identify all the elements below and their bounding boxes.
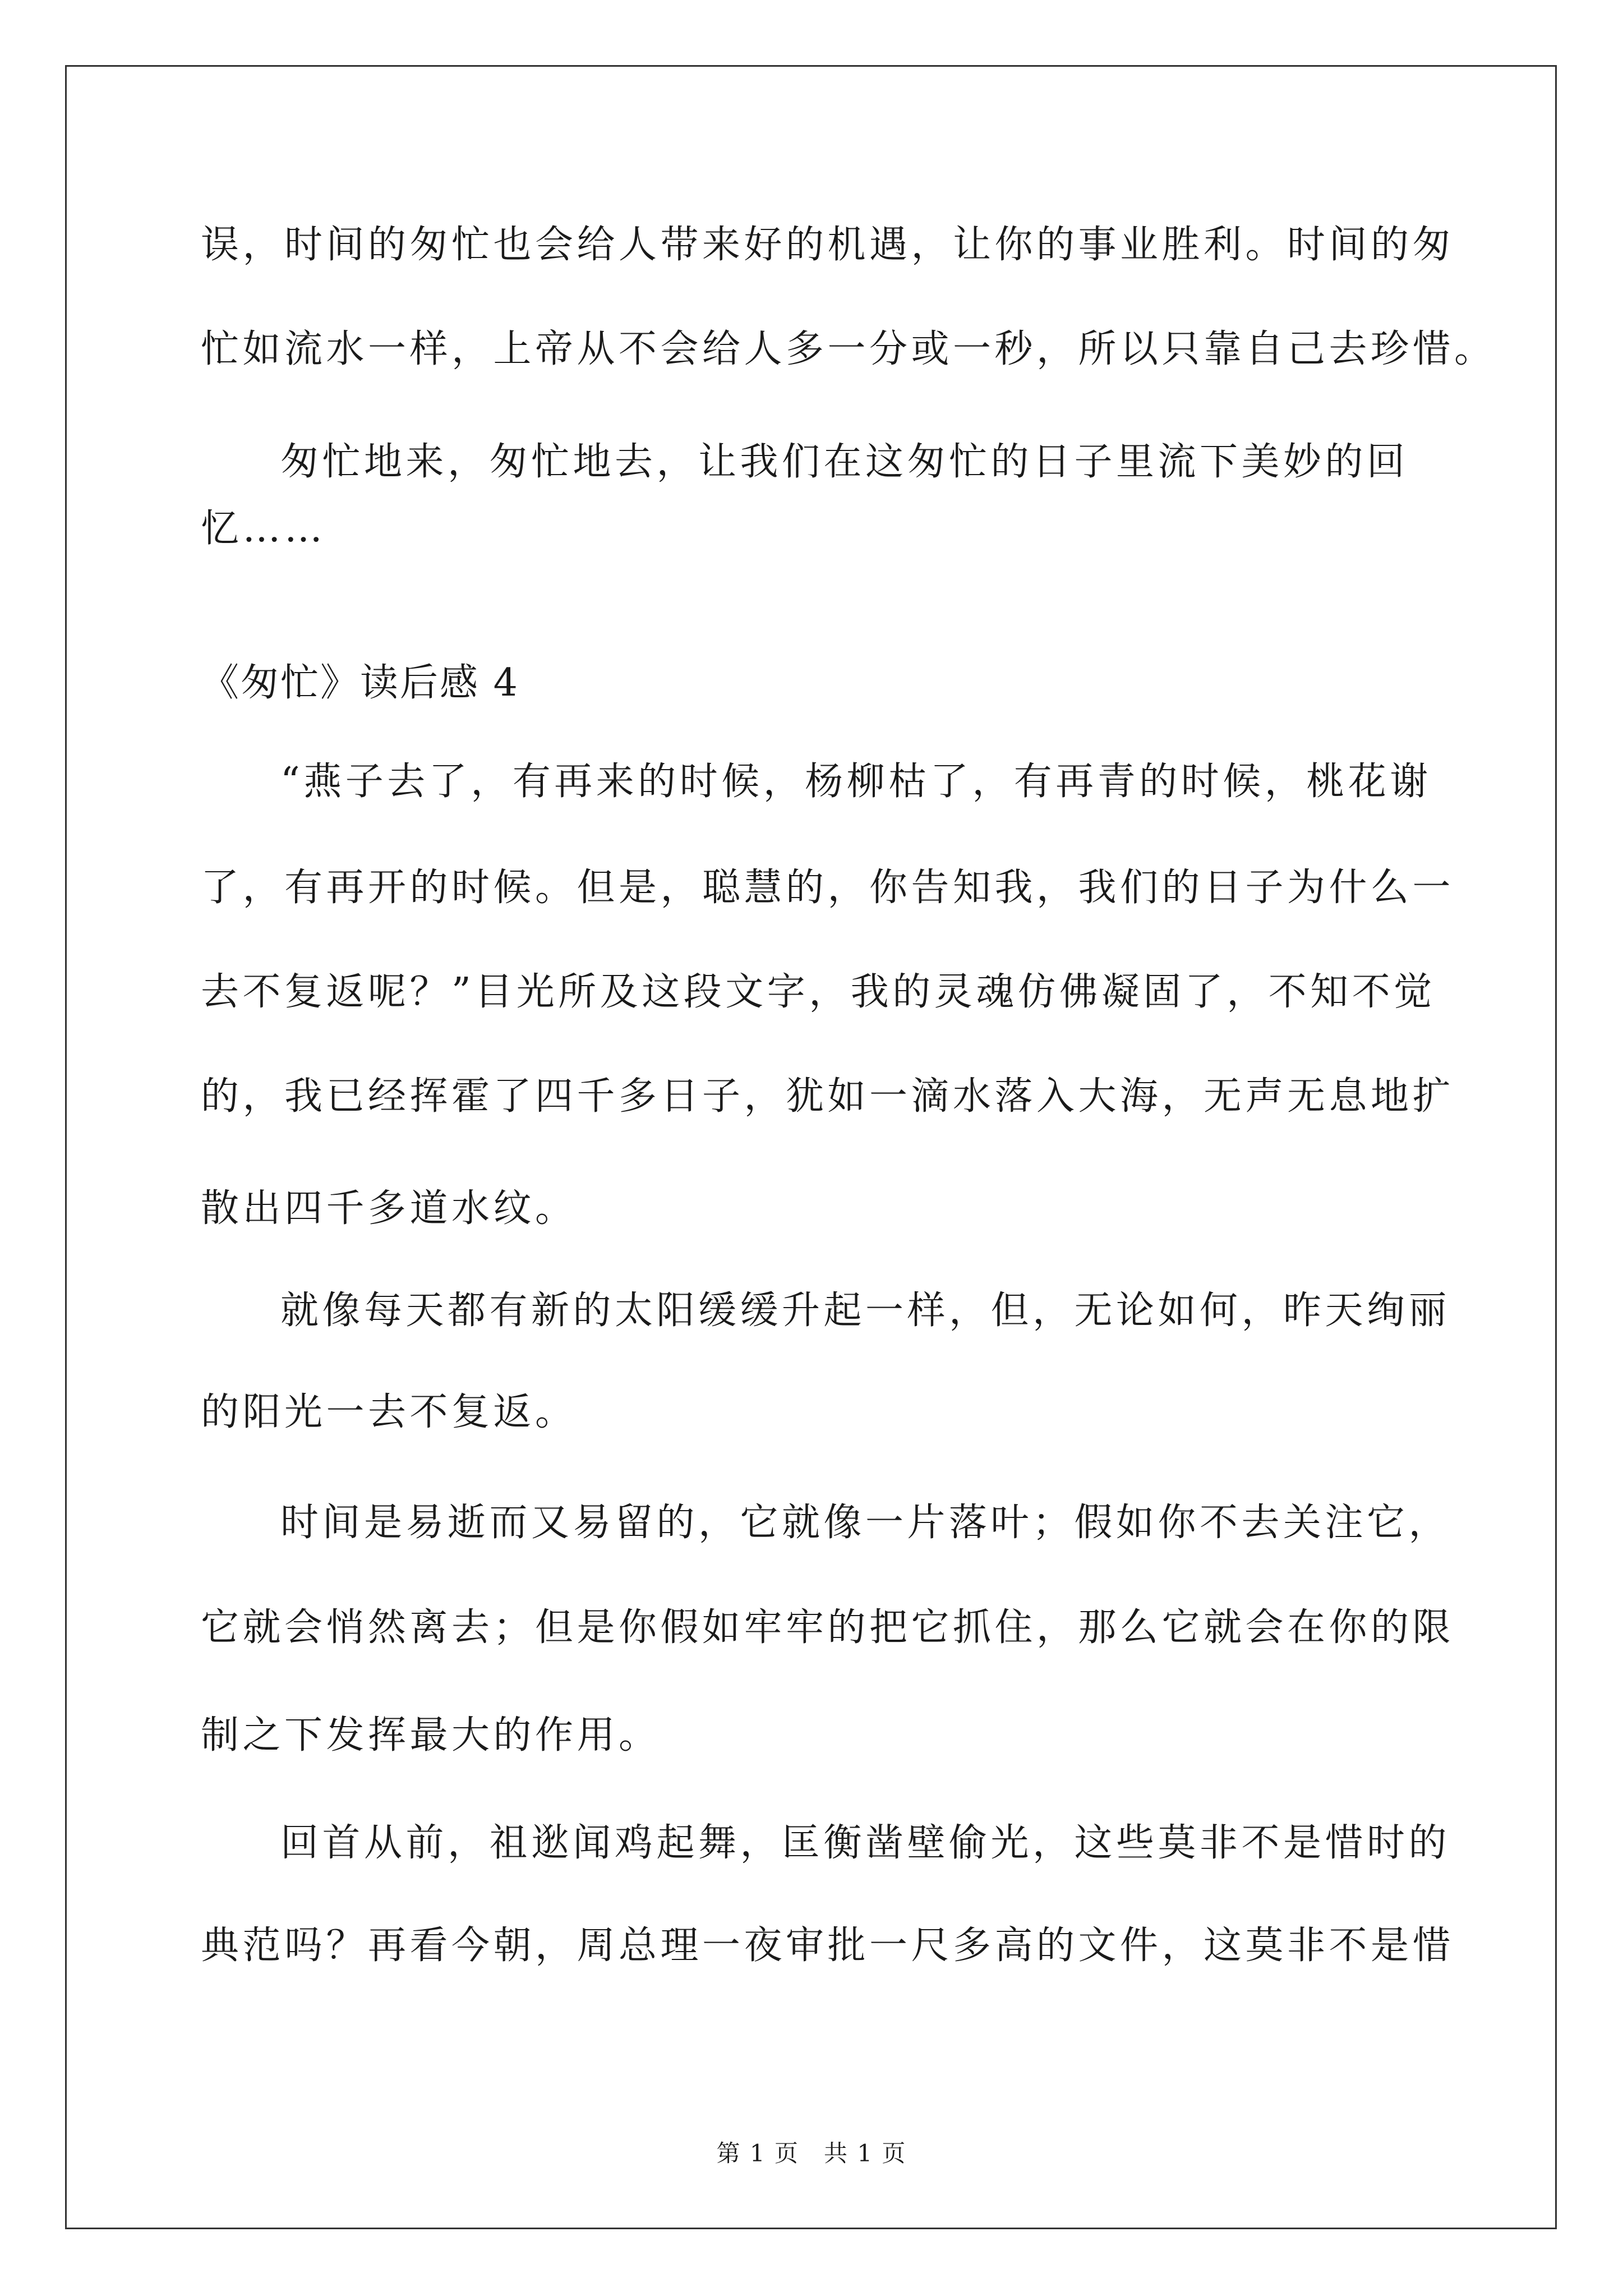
paragraph-line: 忆…… xyxy=(201,507,326,551)
page-number-footer: 第 1 页 共 1 页 xyxy=(716,2139,907,2167)
paragraph-line: 误，时间的匆忙也会给人带来好的机遇，让你的事业胜利。时间的匆 xyxy=(201,223,1455,267)
paragraph-line: 了，有再开的时候。但是，聪慧的，你告知我，我们的日子为什么一 xyxy=(201,866,1455,910)
paragraph-line: 匆忙地来，匆忙地去，让我们在这匆忙的日子里流下美妙的回 xyxy=(280,440,1409,484)
paragraph-line: 典范吗？再看今朝，周总理一夜审批一尺多高的文件，这莫非不是惜 xyxy=(201,1924,1455,1968)
paragraph-line: 去不复返呢？”目光所及这段文字，我的灵魂仿佛凝固了，不知不觉 xyxy=(201,970,1436,1014)
paragraph-line: 它就会悄然离去；但是你假如牢牢的把它抓住，那么它就会在你的限 xyxy=(201,1605,1455,1650)
paragraph-line: 的阳光一去不复返。 xyxy=(201,1390,577,1434)
paragraph-line: 忙如流水一样，上帝从不会给人多一分或一秒，所以只靠自己去珍惜。 xyxy=(201,327,1496,371)
section-heading: 《匆忙》读后感 4 xyxy=(201,661,519,705)
paragraph-line: 就像每天都有新的太阳缓缓升起一样，但，无论如何，昨天绚丽 xyxy=(280,1289,1451,1333)
paragraph-line: 散出四千多道水纹。 xyxy=(201,1186,577,1231)
paragraph-line: 时间是易逝而又易留的，它就像一片落叶；假如你不去关注它， xyxy=(280,1501,1451,1545)
page-border xyxy=(65,65,1557,2229)
paragraph-line: “燕子去了，有再来的时候，杨柳枯了，有再青的时候，桃花谢 xyxy=(280,760,1432,804)
paragraph-line: 制之下发挥最大的作用。 xyxy=(201,1713,661,1757)
paragraph-line: 回首从前，祖逖闻鸡起舞，匡衡凿壁偷光，这些莫非不是惜时的 xyxy=(280,1821,1451,1865)
paragraph-line: 的，我已经挥霍了四千多日子，犹如一滴水落入大海，无声无息地扩 xyxy=(201,1074,1455,1119)
